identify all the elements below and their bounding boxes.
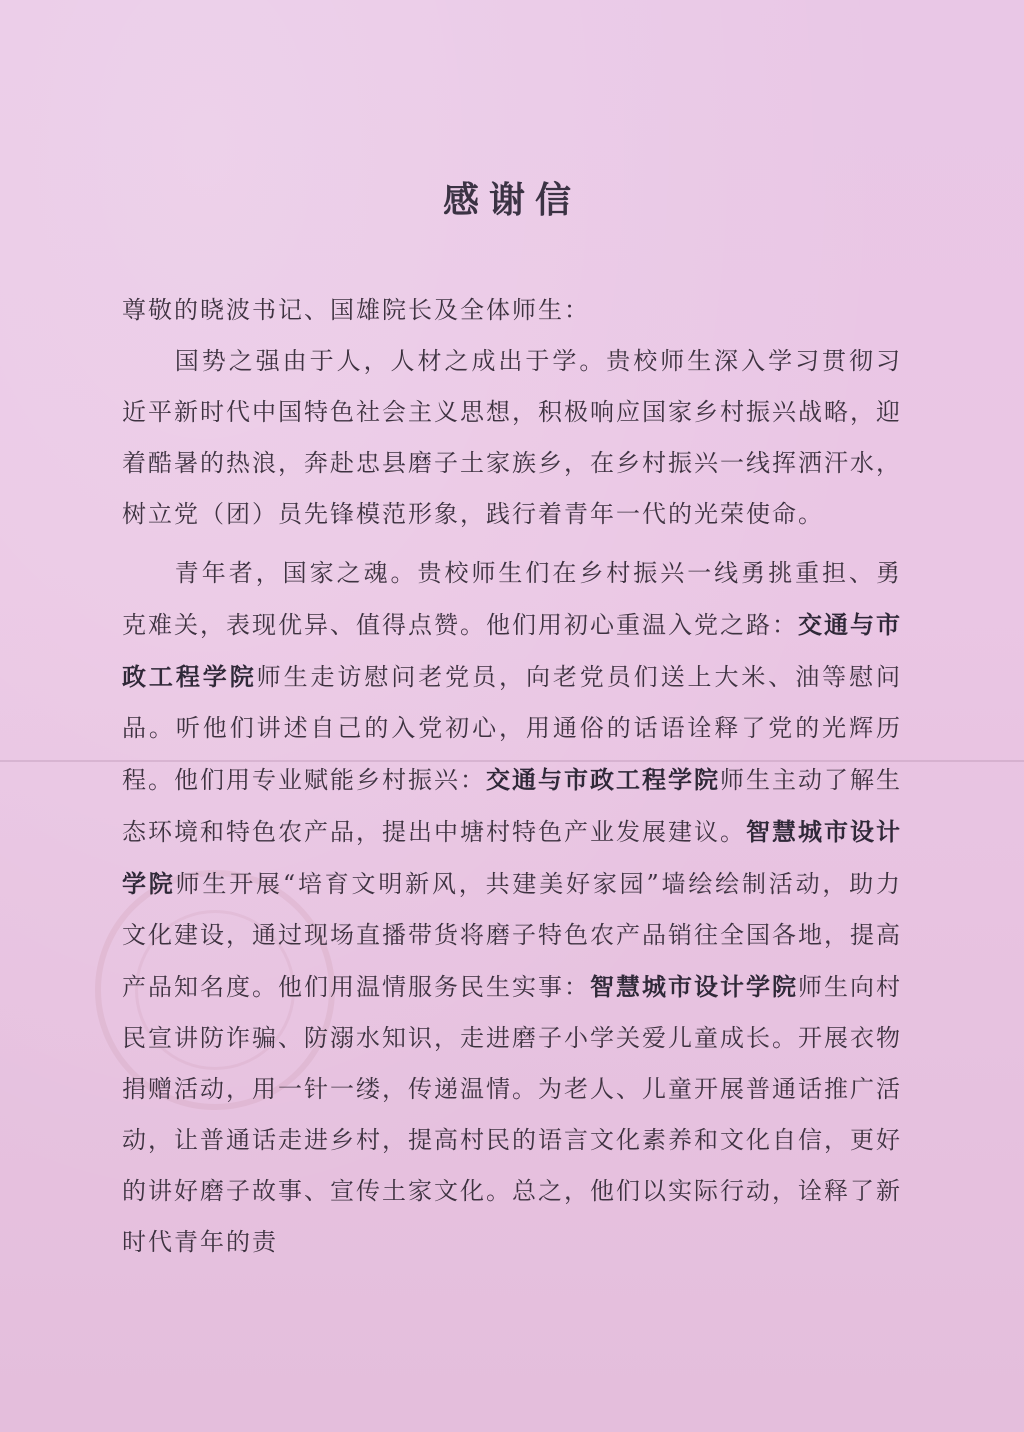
college-name-highlight: 交通与市政工程学院 — [122, 610, 902, 691]
paragraph-2-text: 师生主动了解生态环境和特色农产品，提出中塘村特色产业发展建议。 — [122, 766, 902, 846]
college-name-highlight: 智慧城市设计学院 — [122, 817, 902, 898]
college-name-highlight: 交通与市政工程学院 — [486, 765, 720, 794]
paragraph-2 — [122, 548, 902, 1268]
paragraph-2-text: 师生走访慰问老党员，向老党员们送上大米、油等慰问品。听他们讲述自己的入党初心，用通俗的话语诠释了党的光辉历程。他们用专业赋能乡村振兴： — [122, 663, 903, 794]
college-name-highlight: 智慧城市设计学院 — [590, 972, 798, 1001]
paragraph-2-text: 青年者，国家之魂。贵校师生们在乡村振兴一线勇挑重担、勇克难关，表现优异、值得点赞。他们用初心重温入党之路： — [122, 559, 902, 639]
salutation: 尊敬的晓波书记、国雄院长及全体师生： — [122, 296, 590, 324]
letter-title: 感谢信 — [442, 179, 581, 221]
paragraph-2-text: 师生开展“培育文明新风，共建美好家园”墙绘绘制活动，助力文化建设，通过现场直播带货将磨子特色农产品销往全国各地，提高产品知名度。他们用温情服务民生实事： — [122, 870, 902, 1001]
paragraph-2-text: 师生向村民宣讲防诈骗、防溺水知识，走进磨子小学关爱儿童成长。开展衣物捐赠活动，用一针一缕，传递温情。为老人、儿童开展普通话推广活动，让普通话走进乡村，提高村民的语言文化素养和文化自信，更好的讲好磨子故事、宣传土家文化。总之，他们以实际行动，诠释了新时代青年的责 — [122, 973, 902, 1256]
paragraph-1: 国势之强由于人，人材之成出于学。贵校师生深入学习贯彻习近平新时代中国特色社会主义思想，积极响应国家乡村振兴战略，迎着酷暑的热浪，奔赴忠县磨子土家族乡，在乡村振兴一线挥洒汗水，树立党（团）员先锋模范形象，践行着青年一代的光荣使命。 — [122, 347, 902, 528]
letter-body — [122, 285, 902, 1268]
